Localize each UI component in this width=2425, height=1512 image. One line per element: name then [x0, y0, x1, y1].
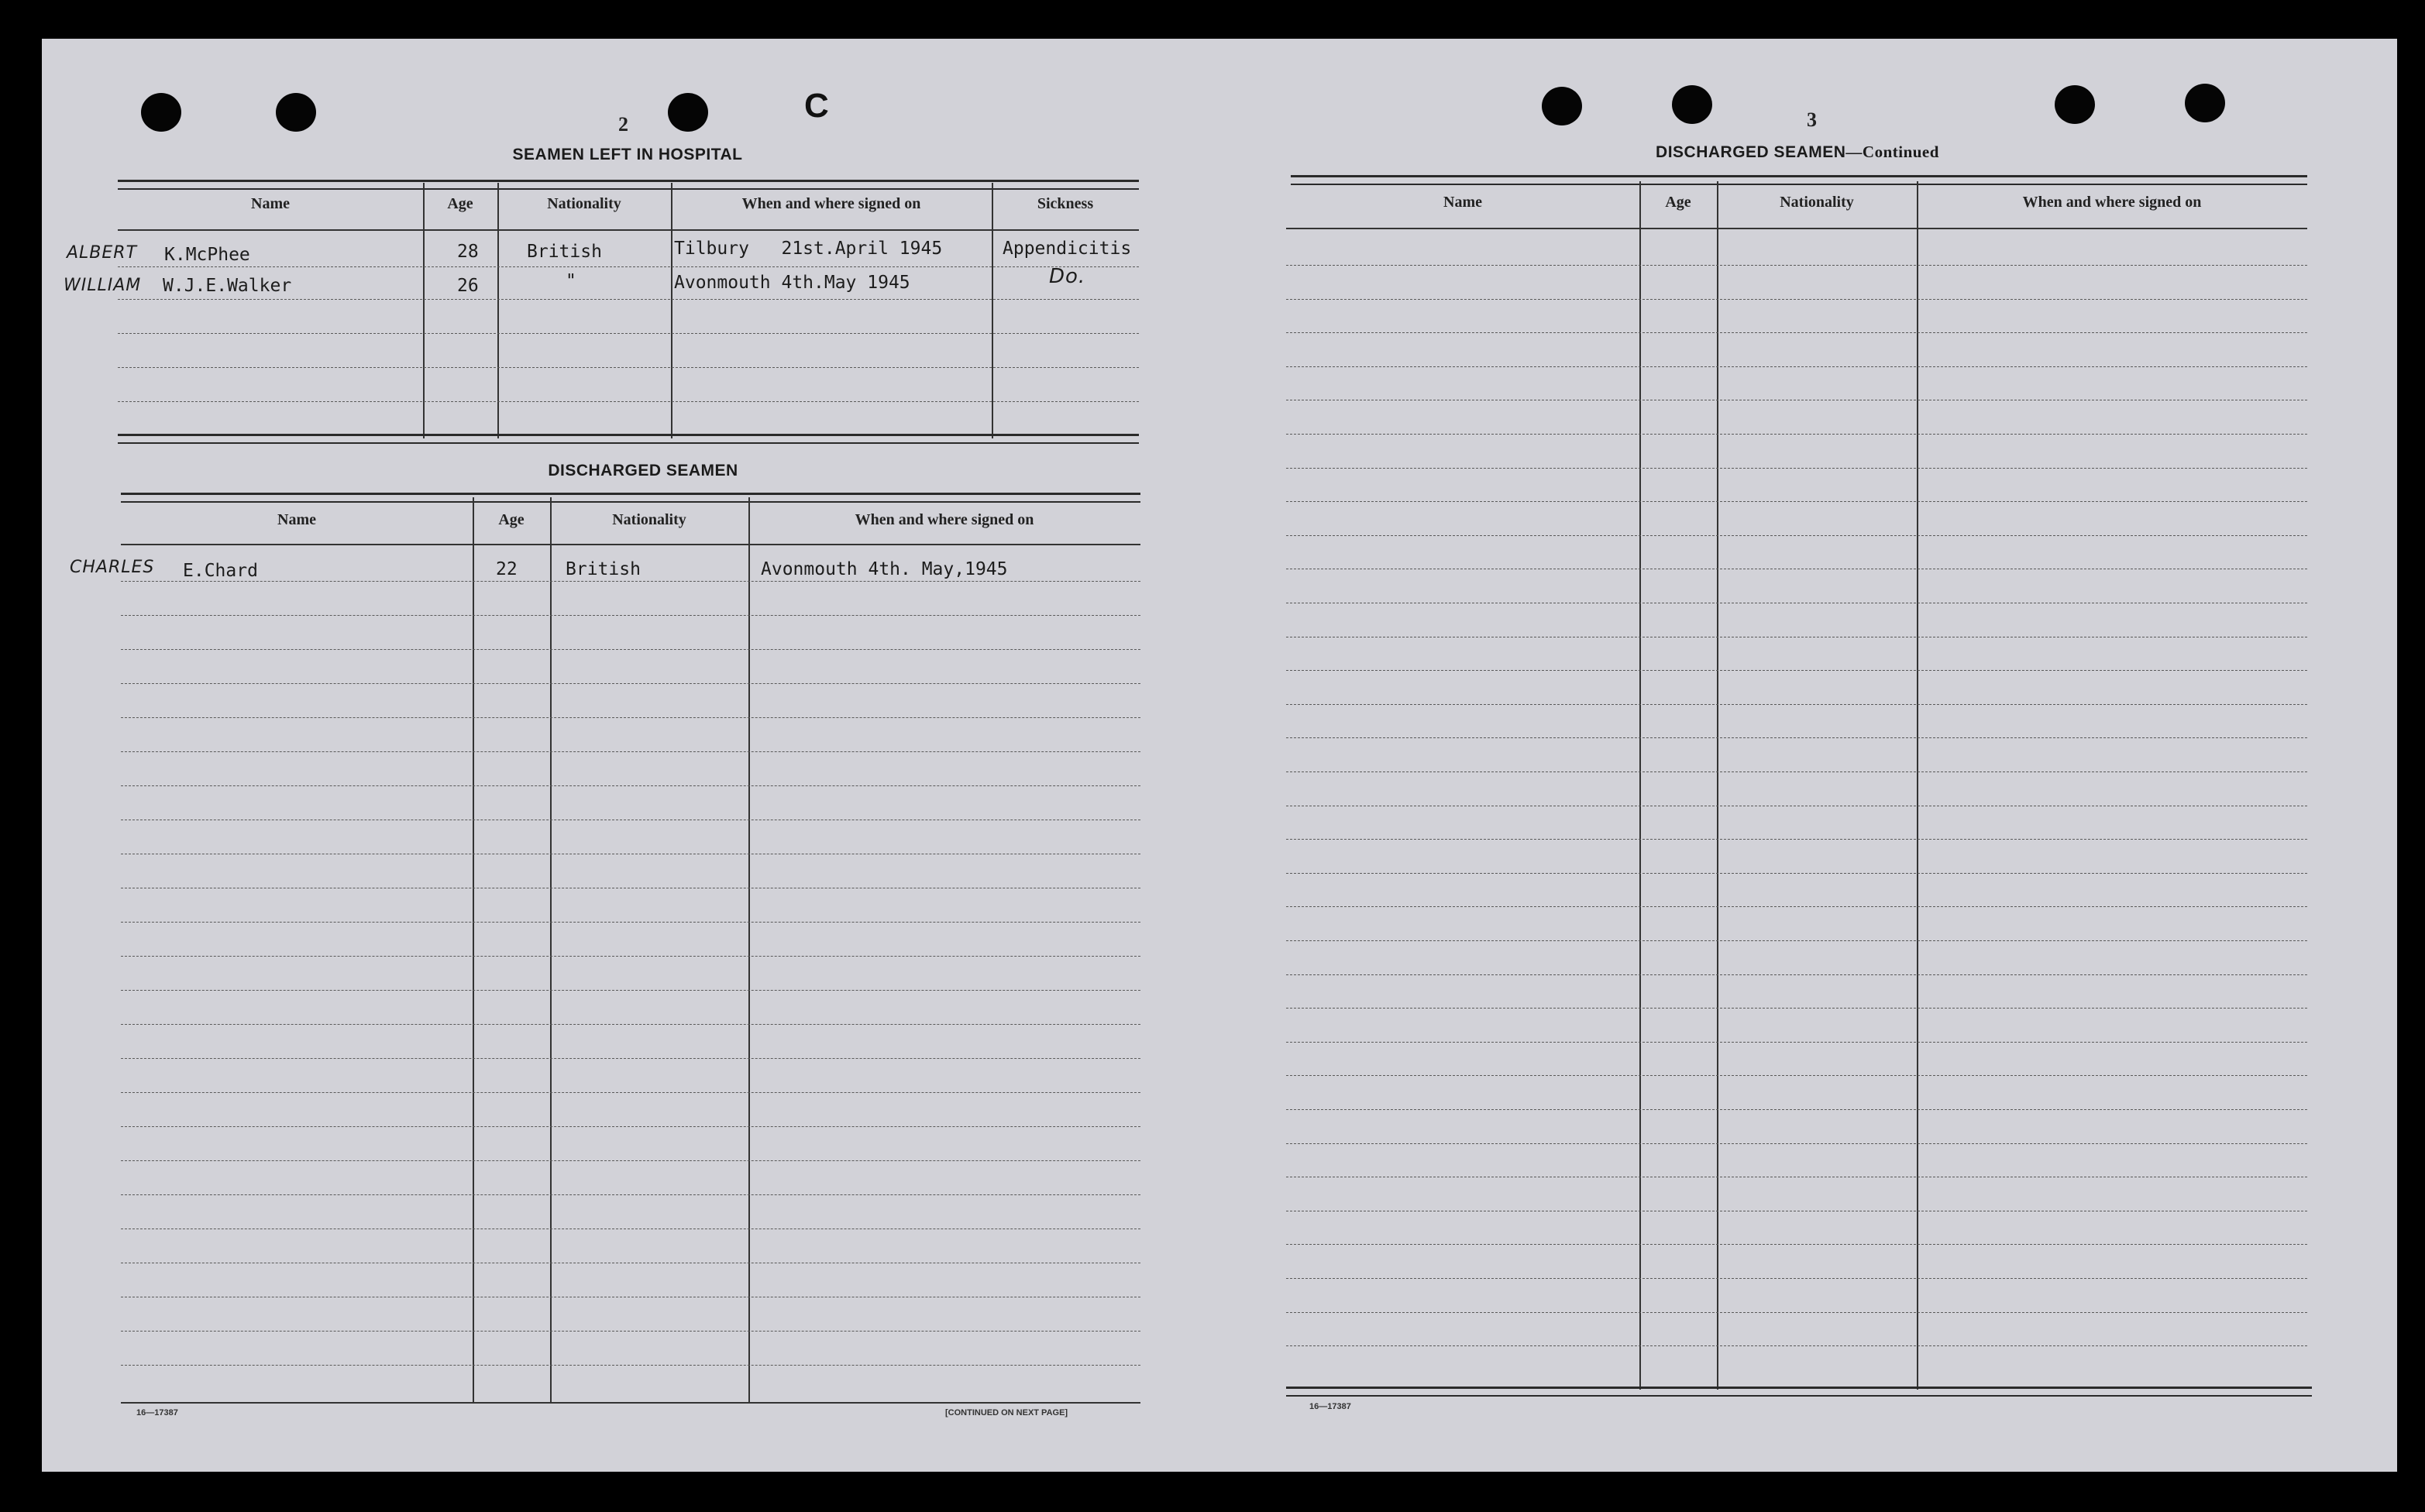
punch-hole [276, 93, 316, 132]
ruling-line [121, 785, 1140, 786]
ruling-line [1286, 468, 2307, 469]
ruling-line [121, 1126, 1140, 1127]
col-header-age: Age [447, 195, 473, 212]
col-header-name: Name [251, 195, 290, 212]
page-number: 2 [618, 113, 628, 136]
ruling-line [1286, 1278, 2307, 1279]
ruling-line [121, 581, 1140, 582]
ruling-line [1286, 704, 2307, 705]
seaman-age: 26 [457, 276, 479, 296]
ruling-line [121, 1194, 1140, 1195]
ruling-line [121, 615, 1140, 616]
punch-hole [141, 93, 181, 132]
ruling-line [1286, 1312, 2307, 1313]
handwritten-first-name: CHARLES [70, 558, 155, 577]
ruling-line [121, 1228, 1140, 1229]
col-header-name: Name [1443, 194, 1482, 211]
continued-note: [CONTINUED ON NEXT PAGE] [945, 1408, 1068, 1418]
ruling-line [1286, 299, 2307, 300]
seaman-sickness: Appendicitis [1003, 239, 1132, 259]
ruling-line [1286, 366, 2307, 367]
ruling-line [121, 1331, 1140, 1332]
col-header-nationality: Nationality [1780, 194, 1854, 211]
ruling-line [1286, 1109, 2307, 1110]
col-header-nationality: Nationality [612, 511, 686, 528]
col-header-signed-on: When and where signed on [741, 195, 921, 212]
ruling-line [1286, 535, 2307, 536]
hospital-section-title: SEAMEN LEFT IN HOSPITAL [512, 146, 743, 163]
punch-hole [1542, 87, 1582, 125]
ruling-line [121, 751, 1140, 752]
discharged-continued-title [1604, 143, 1991, 162]
ruling-line [1286, 332, 2307, 333]
document-sheet [42, 39, 2397, 1472]
ruling-line [1286, 1244, 2307, 1245]
ruling-line [1286, 737, 2307, 738]
form-number: 16—17387 [136, 1408, 178, 1418]
ruling-line [1286, 1345, 2307, 1346]
col-header-nationality: Nationality [547, 195, 621, 212]
seaman-signed-on: Tilbury 21st.April 1945 [674, 239, 943, 259]
punch-hole [2185, 84, 2225, 122]
handwritten-first-name: ALBERT [67, 243, 138, 263]
seaman-age: 28 [457, 242, 479, 262]
ruling-line [1286, 434, 2307, 435]
ruling-line [1286, 265, 2307, 266]
ruling-line [121, 956, 1140, 957]
title-main: DISCHARGED SEAMEN [1656, 143, 1846, 161]
ruling-line [121, 1160, 1140, 1161]
ruling-line [121, 1092, 1140, 1093]
ruling-line [121, 683, 1140, 684]
ruling-line [121, 1365, 1140, 1366]
seaman-age: 22 [496, 559, 518, 579]
punch-hole [2055, 85, 2095, 124]
ruling-line [1286, 501, 2307, 502]
title-continued: —Continued [1845, 143, 1939, 161]
seaman-name: W.J.E.Walker [163, 276, 292, 296]
punch-hole [668, 93, 708, 132]
col-header-sickness: Sickness [1037, 195, 1094, 212]
ruling-line [1286, 1143, 2307, 1144]
handwritten-first-name: WILLIAM [64, 276, 142, 295]
seaman-name: E.Chard [183, 561, 258, 581]
col-header-signed-on: When and where signed on [2022, 194, 2202, 211]
ruling-line [1286, 1042, 2307, 1043]
col-header-signed-on: When and where signed on [855, 511, 1034, 528]
page-number: 3 [1807, 108, 1817, 131]
form-number: 16—17387 [1309, 1402, 1351, 1411]
seaman-nationality: British [566, 559, 641, 579]
seaman-sickness: Do. [1049, 265, 1086, 288]
punch-hole [1672, 85, 1712, 124]
ruling-line [1286, 839, 2307, 840]
ruling-line [1286, 771, 2307, 772]
ruling-line [1286, 940, 2307, 941]
seaman-name: K.McPhee [164, 245, 250, 265]
discharged-section-title: DISCHARGED SEAMEN [548, 462, 738, 479]
col-header-age: Age [1665, 194, 1691, 211]
ruling-line [1286, 1075, 2307, 1076]
ruling-line [1286, 1008, 2307, 1009]
col-header-name: Name [277, 511, 316, 528]
binder-clip-mark: C [804, 87, 829, 125]
seaman-signed-on: Avonmouth 4th.May 1945 [674, 273, 910, 293]
seaman-nationality: British [527, 242, 602, 262]
ruling-line [121, 717, 1140, 718]
ruling-line [1286, 873, 2307, 874]
ruling-line [1286, 670, 2307, 671]
ruling-line [1286, 974, 2307, 975]
ruling-line [121, 922, 1140, 923]
col-header-age: Age [498, 511, 525, 528]
ruling-line [121, 649, 1140, 650]
ruling-line [121, 1058, 1140, 1059]
ruling-line [121, 1024, 1140, 1025]
ruling-line [1286, 906, 2307, 907]
seaman-signed-on: Avonmouth 4th. May,1945 [761, 559, 1008, 579]
seaman-nationality: " [566, 271, 576, 291]
ruling-line [121, 990, 1140, 991]
